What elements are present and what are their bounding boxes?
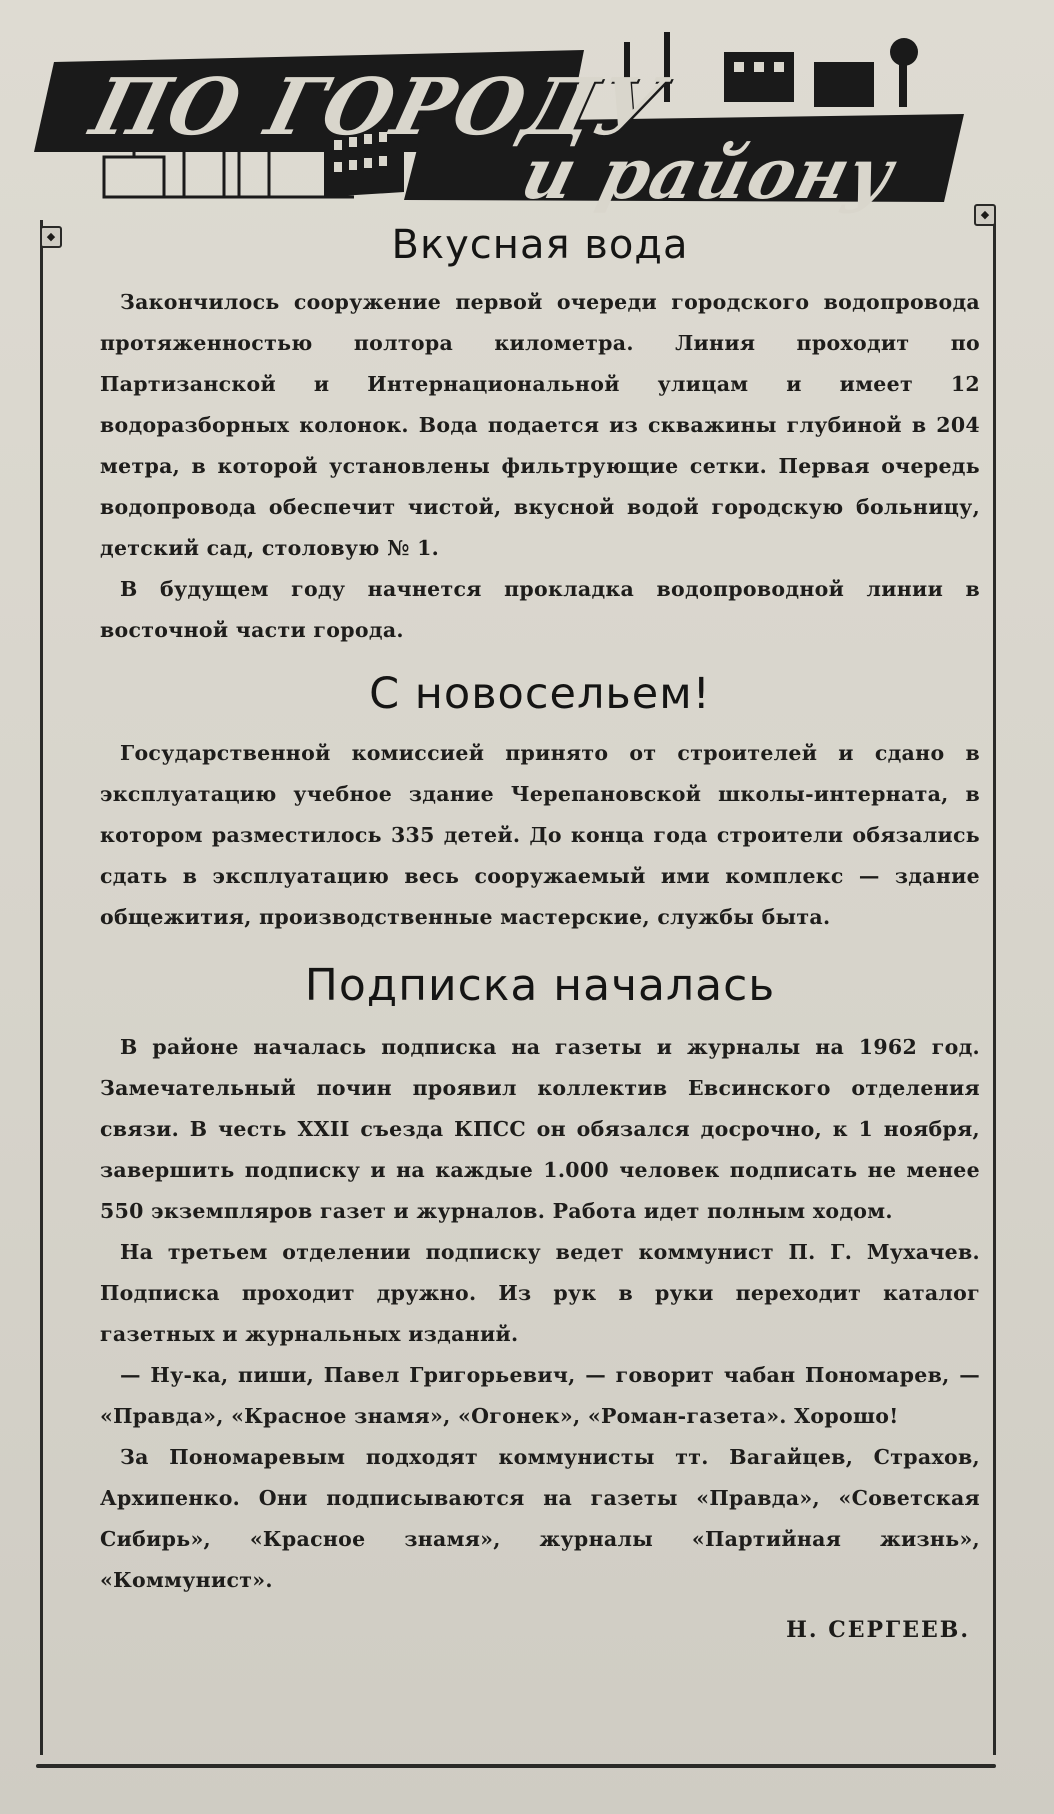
- paragraph: Государственной комиссией принято от строителей и сдано в эксплуатацию учебное здание Черепановской школы-интерната, в котором разместилось 335 детей. До конца года строители обязались сдать в эксплуатацию весь сооружаемый ими комплекс — здание общежития, производственные мастерские, службы быта.: [100, 741, 980, 929]
- headline: Подписка началась: [304, 960, 776, 1011]
- corner-ornament-left-icon: ◆: [40, 226, 62, 248]
- paragraph: — Ну-ка, пиши, Павел Григорьевич, — говорит чабан Пономарев, — «Правда», «Красное знамя», «Огонек», «Роман-газета». Хорошо!: [100, 1363, 980, 1428]
- articles-column: [100, 222, 980, 1643]
- headline: С новосельем!: [369, 669, 711, 719]
- paragraph: На третьем отделении подписку ведет коммунист П. Г. Мухачев. Подписка проходит дружно. Из рук в руки переходит каталог газетных и журнальных изданий.: [100, 1240, 980, 1346]
- headline: Вкусная вода: [391, 222, 689, 268]
- article-housewarming: [100, 669, 980, 938]
- article-tasty-water: [100, 222, 980, 651]
- bottom-rule: [36, 1764, 996, 1768]
- author-signature: Н. СЕРГЕЕВ.: [786, 1617, 970, 1643]
- paragraph: За Пономаревым подходят коммунисты тт. Вагайцев, Страхов, Архипенко. Они подписываются на газеты «Правда», «Советская Сибирь», «Красное знамя», журналы «Партийная жизнь», «Коммунист».: [100, 1445, 980, 1592]
- paragraph: Закончилось сооружение первой очереди городского водопровода протяженностью полтора километра. Линия проходит по Партизанской и Интернациональной улицам и имеет 12 водоразборных колонок. Вода подается из скважины глубиной в 204 метра, в которой установлены фильтрующие сетки. Первая очередь водопровода обеспечит чистой, вкусной водой городскую больницу, детский сад, столовую № 1.: [100, 290, 980, 560]
- corner-ornament-right-icon: ◆: [974, 204, 996, 226]
- masthead-subtitle: и району: [513, 132, 903, 215]
- article-subscription: [100, 960, 980, 1643]
- paragraph: В районе началась подписка на газеты и журналы на 1962 год. Замечательный почин проявил коллектив Евсинского отделения связи. В честь XXII съезда КПСС он обязался досрочно, к 1 ноября, завершить подписку и на каждые 1.000 человек подписать не менее 550 экземпляров газет и журналов. Работа идет полным ходом.: [100, 1035, 980, 1223]
- paragraph: В будущем году начнется прокладка водопроводной линии в восточной части города.: [100, 577, 980, 642]
- masthead-title: ПО ГОРОДУ: [82, 62, 674, 153]
- masthead-banner: [24, 22, 990, 215]
